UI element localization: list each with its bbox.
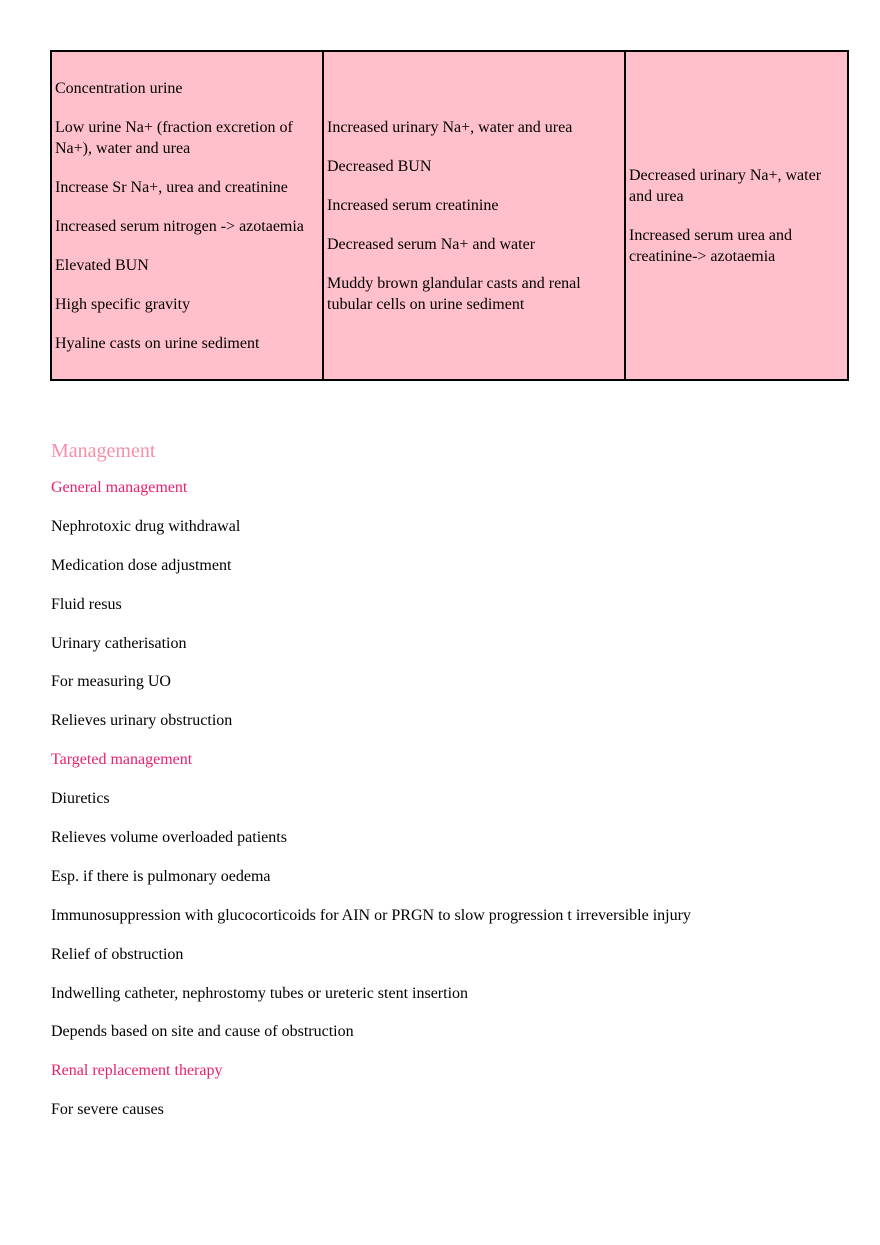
cell-line: Low urine Na+ (fraction excretion of Na+), water and urea (55, 118, 293, 157)
list-item: Immunosuppression with glucocorticoids for AIN or PRGN to slow progression t irreversible injury (51, 906, 691, 924)
cell-line: Increased serum urea and creatinine-> azotaemia (629, 226, 793, 265)
list-item: For measuring UO (51, 673, 171, 691)
renal-replacement-heading: Renal replacement therapy (51, 1062, 223, 1080)
list-item: Depends based on site and cause of obstruction (51, 1023, 354, 1041)
list-item: Esp. if there is pulmonary oedema (51, 867, 271, 885)
cell-line: Concentration urine (55, 79, 183, 97)
cell-line: Muddy brown glandular casts and renal tubular cells on urine sediment (327, 274, 581, 313)
cell-line: Increased serum nitrogen -> azotaemia (55, 217, 304, 235)
findings-table (50, 50, 849, 381)
table-cell-col1 (51, 51, 323, 380)
table-cell-col3 (625, 51, 848, 380)
list-item: Fluid resus (51, 595, 122, 613)
list-item: Relieves urinary obstruction (51, 712, 233, 730)
cell-line: Increase Sr Na+, urea and creatinine (55, 178, 288, 196)
list-item: Medication dose adjustment (51, 556, 232, 574)
cell-line: Decreased serum Na+ and water (327, 235, 536, 253)
cell-line: Decreased urinary Na+, water and urea (629, 166, 822, 205)
table-row (51, 51, 848, 380)
targeted-management-heading: Targeted management (51, 751, 193, 769)
list-item: Nephrotoxic drug withdrawal (51, 517, 241, 535)
cell-line: Increased serum creatinine (327, 196, 499, 214)
management-section (51, 438, 851, 1138)
general-management-heading: General management (51, 479, 188, 496)
cell-line: Decreased BUN (327, 157, 432, 175)
list-item: Diuretics (51, 790, 110, 808)
cell-line: Elevated BUN (55, 256, 149, 274)
cell-line: High specific gravity (55, 295, 191, 313)
list-item: Urinary catherisation (51, 634, 187, 652)
list-item: Indwelling catheter, nephrostomy tubes or ureteric stent insertion (51, 984, 469, 1002)
cell-line: Hyaline casts on urine sediment (55, 334, 260, 352)
management-heading: Management (51, 440, 156, 462)
list-item: Relieves volume overloaded patients (51, 829, 287, 847)
table-cell-col2 (323, 51, 625, 380)
list-item: For severe causes (51, 1101, 164, 1119)
cell-line: Increased urinary Na+, water and urea (327, 118, 573, 136)
list-item: Relief of obstruction (51, 945, 184, 963)
